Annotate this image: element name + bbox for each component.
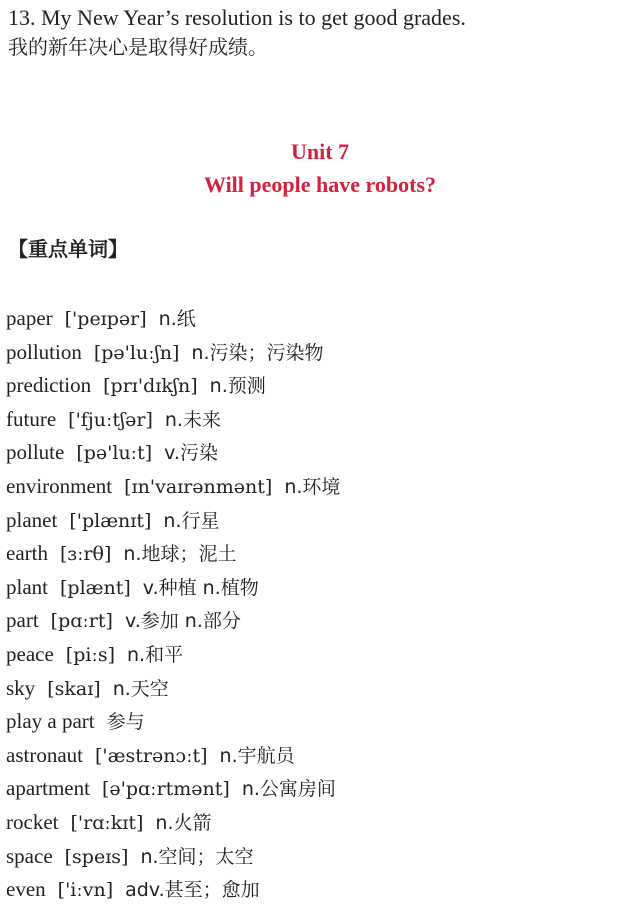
vocabulary-item [6, 840, 636, 874]
vocabulary-word: pollution [6, 339, 82, 364]
section-heading: 【重点单词】 [8, 237, 128, 261]
vocabulary-item [6, 873, 636, 907]
vocabulary-definition: n.预测 [209, 375, 266, 398]
vocabulary-list [6, 302, 636, 907]
vocabulary-phonetic: ['æstrənɔːt] [94, 744, 208, 767]
vocabulary-item [6, 504, 636, 538]
vocabulary-item [6, 470, 636, 504]
vocabulary-definition: v.污染 [164, 442, 218, 465]
vocabulary-word: prediction [6, 373, 92, 398]
example-sentence-english: 13. My New Year’s resolution is to get good grades. [8, 5, 466, 30]
vocabulary-phonetic: [pɑːrt] [50, 610, 113, 633]
vocabulary-item [6, 336, 636, 370]
unit-title: Unit 7 [290, 139, 350, 164]
vocabulary-item [6, 403, 636, 437]
vocabulary-phonetic: [prɪ'dɪkʃn] [103, 375, 198, 398]
vocabulary-item [6, 436, 636, 470]
vocabulary-word: environment [6, 473, 113, 498]
vocabulary-word: astronaut [6, 742, 83, 767]
vocabulary-item [6, 772, 636, 806]
vocabulary-item [6, 302, 636, 336]
example-sentence [8, 3, 628, 62]
vocabulary-phonetic: [plænt] [60, 576, 131, 599]
vocabulary-word: planet [6, 507, 58, 532]
vocabulary-phonetic: ['rɑːkɪt] [70, 811, 144, 834]
vocabulary-word: space [6, 843, 53, 868]
vocabulary-definition: 参与 [106, 711, 145, 734]
vocabulary-definition: n.行星 [163, 509, 220, 532]
unit-subtitle: Will people have robots? [203, 172, 437, 197]
vocabulary-definition: n.天空 [112, 677, 169, 700]
vocabulary-word: sky [6, 675, 36, 700]
vocabulary-word: earth [6, 541, 48, 566]
vocabulary-phonetic: [pə'luːʃn] [93, 341, 180, 364]
vocabulary-phonetic: ['fjuːtʃər] [68, 408, 153, 431]
vocabulary-item [6, 705, 636, 739]
example-sentence-chinese: 我的新年决心是取得好成绩。 [8, 35, 268, 59]
vocabulary-word: pollute [6, 440, 65, 465]
vocabulary-definition: n.污染；污染物 [191, 341, 324, 364]
vocabulary-item [6, 537, 636, 571]
unit-header [0, 136, 640, 202]
vocabulary-definition: n.未来 [164, 408, 221, 431]
vocabulary-word: play a part [6, 709, 95, 734]
vocabulary-word: future [6, 406, 57, 431]
vocabulary-word: apartment [6, 776, 90, 801]
vocabulary-item [6, 571, 636, 605]
vocabulary-word: peace [6, 641, 54, 666]
vocabulary-definition: adv.甚至；愈加 [125, 879, 260, 902]
vocabulary-definition: v.种植 n.植物 [142, 576, 259, 599]
vocabulary-phonetic: [ə'pɑːrtmənt] [101, 778, 230, 801]
vocabulary-item [6, 806, 636, 840]
vocabulary-definition: n.空间；太空 [140, 845, 254, 868]
vocabulary-definition: n.宇航员 [219, 744, 295, 767]
vocabulary-phonetic: [piːs] [65, 643, 116, 666]
vocabulary-phonetic: [pə'luːt] [76, 442, 153, 465]
vocabulary-definition: n.环境 [284, 475, 341, 498]
vocabulary-phonetic: [skaɪ] [47, 677, 101, 700]
vocabulary-phonetic: [ɪn'vaɪrənmənt] [124, 475, 273, 498]
vocabulary-word: paper [6, 306, 53, 330]
vocabulary-word: rocket [6, 809, 59, 834]
vocabulary-definition: n.公寓房间 [241, 778, 336, 801]
vocabulary-definition: v.参加 n.部分 [124, 610, 241, 633]
vocabulary-definition: n.和平 [127, 643, 184, 666]
vocabulary-phonetic: ['plænɪt] [69, 509, 152, 532]
vocabulary-phonetic: [speɪs] [64, 845, 129, 868]
vocabulary-item [6, 672, 636, 706]
vocabulary-definition: n.纸 [158, 308, 196, 330]
vocabulary-item [6, 369, 636, 403]
vocabulary-word: plant [6, 574, 48, 599]
vocabulary-word: part [6, 608, 39, 633]
vocabulary-phonetic: ['iːvn] [57, 879, 114, 902]
vocabulary-item [6, 604, 636, 638]
vocabulary-item [6, 638, 636, 672]
vocabulary-definition: n.火箭 [155, 811, 212, 834]
vocabulary-item [6, 739, 636, 773]
vocabulary-phonetic: ['peɪpər] [64, 308, 147, 330]
vocabulary-definition: n.地球；泥土 [123, 543, 237, 566]
vocabulary-word: even [6, 877, 46, 902]
vocabulary-phonetic: [ɜːrθ] [59, 543, 112, 566]
